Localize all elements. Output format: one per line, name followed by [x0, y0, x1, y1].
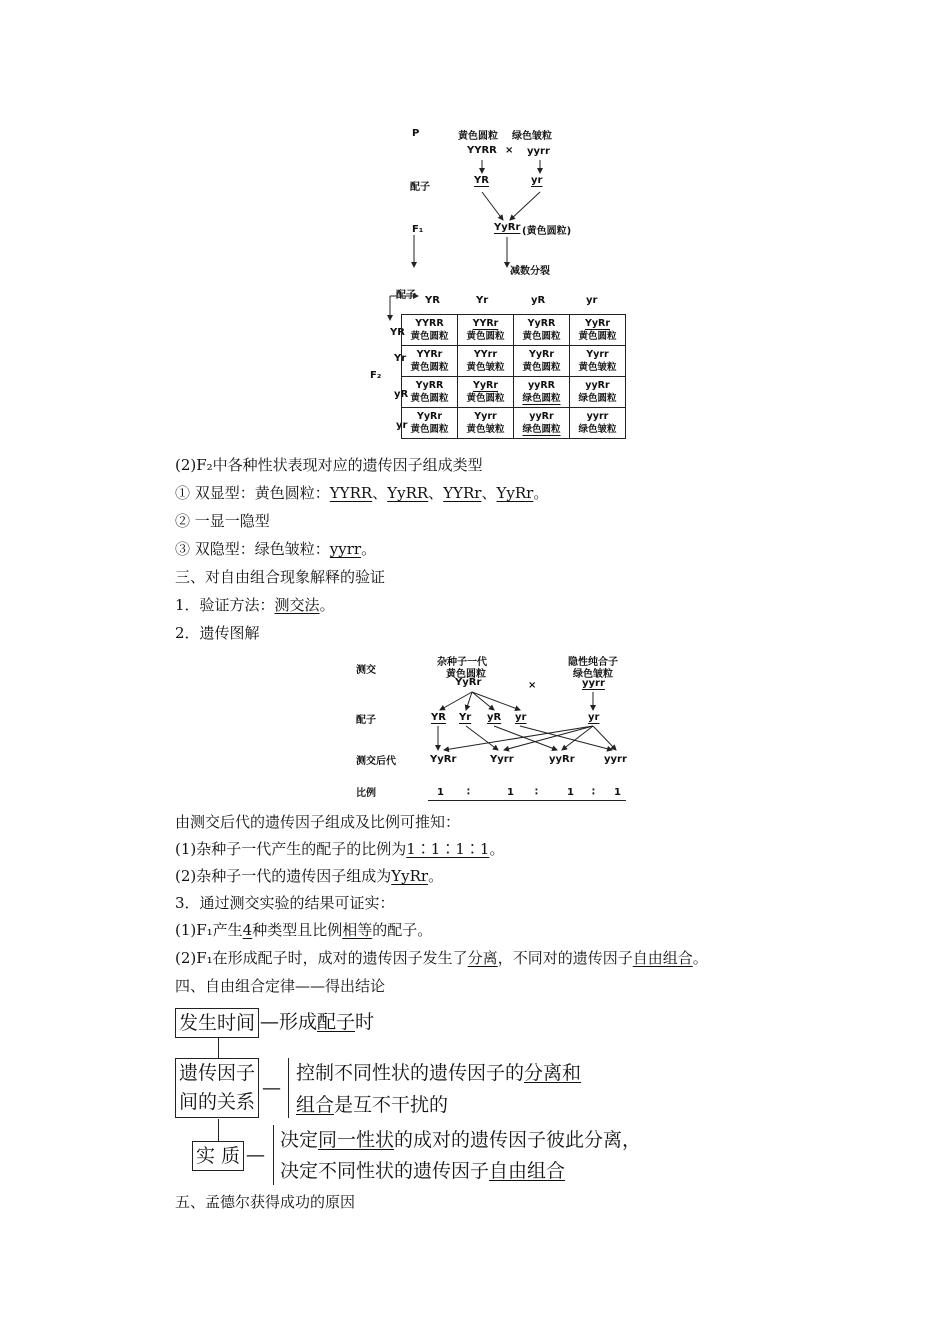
- punnett-cell: [570, 315, 626, 346]
- offspring-1: YyRr: [430, 754, 457, 765]
- offspring-4: yyrr: [604, 754, 627, 765]
- punnett-cell: [570, 377, 626, 408]
- col-gamete-1: YR: [425, 295, 440, 306]
- text: (2)F₁在形成配子时，成对的遗传因子发生了: [175, 949, 468, 967]
- phenotype: 黄色圆粒: [410, 424, 449, 435]
- text: ，不同对的遗传因子: [497, 949, 633, 967]
- label: ③ 双隐型：绿色皱粒：: [175, 540, 330, 558]
- double-recessive-line: [175, 539, 376, 559]
- answer: yyrr: [329, 540, 362, 558]
- answer: YyRr: [496, 484, 534, 502]
- offspring-3: yyRr: [549, 754, 575, 765]
- gamete-ratio-line: [175, 839, 504, 859]
- f1-segregation-line: [175, 948, 708, 968]
- genotype: YyRr: [528, 349, 555, 360]
- phenotype: 黄色圆粒: [466, 393, 505, 404]
- offspring-2: Yyrr: [490, 754, 514, 765]
- recessive-line-1: 隐性纯合子: [568, 657, 618, 668]
- phenotype: 黄色皱粒: [466, 424, 505, 435]
- ratio-sep: ∶: [535, 787, 538, 798]
- phenotype: 黄色圆粒: [522, 331, 561, 342]
- hybrid-line-1: 杂种子一代: [437, 657, 487, 668]
- phenotype: 绿色皱粒: [578, 424, 617, 435]
- recessive-genotype: yyrr: [582, 678, 605, 689]
- label: 1．验证方法：: [175, 596, 275, 614]
- essence-line-1: [280, 1125, 641, 1155]
- section-5-heading: 五、孟德尔获得成功的原因: [175, 1193, 356, 1211]
- genotype: YyRR: [415, 380, 444, 391]
- bracket: [288, 1058, 289, 1118]
- punnett-cell: [458, 377, 514, 408]
- genotype: YYRr: [416, 349, 443, 360]
- gamete-3: yR: [487, 712, 502, 723]
- cross-arrows: [395, 155, 585, 305]
- genotype: YyRr: [584, 318, 611, 329]
- f1-phenotype: (黄色圆粒): [522, 226, 572, 237]
- meiosis-label: 减数分裂: [510, 266, 550, 277]
- sep: 、: [481, 484, 497, 502]
- p-label: P: [412, 128, 420, 139]
- f2-label: F₂: [370, 370, 382, 381]
- table-row: [402, 377, 626, 408]
- relationship-line-2: [296, 1090, 448, 1120]
- section-3-heading: 三、对自由组合现象解释的验证: [175, 568, 386, 586]
- gamete-4: yr: [515, 712, 527, 723]
- row-gamete-3: yR: [394, 389, 409, 400]
- punnett-cell: [458, 315, 514, 346]
- genotype: Yyrr: [474, 411, 497, 422]
- gamete-1: YR: [431, 712, 446, 723]
- offspring-label: 测交后代: [356, 756, 396, 767]
- ratio-sep: ∶: [467, 787, 470, 798]
- recessive-gamete: yr: [588, 712, 600, 723]
- gamete-label: 配子: [410, 182, 430, 193]
- hybrid-genotype-line: [175, 866, 443, 886]
- test-cross-label: 测交: [356, 665, 376, 676]
- sep: 、: [372, 484, 388, 502]
- answer: 分离: [467, 949, 498, 967]
- text: 控制不同性状的遗传因子的: [296, 1062, 525, 1084]
- cross-symbol: ×: [528, 680, 537, 691]
- box-essence: 实 质: [192, 1141, 244, 1171]
- ratio-value: 1: [437, 787, 444, 798]
- double-dominant-line: [175, 483, 548, 503]
- dash: —: [262, 1077, 281, 1099]
- punnett-cell: [514, 408, 570, 439]
- punnett-cell: [514, 315, 570, 346]
- text: 的成对的遗传因子彼此分离，: [394, 1129, 642, 1151]
- ratio-value: 1: [567, 787, 574, 798]
- box-relationship: [175, 1058, 259, 1118]
- answer: 测交法: [274, 596, 320, 614]
- text: 决定: [280, 1129, 319, 1151]
- genotype: YYRR: [415, 318, 444, 329]
- punnett-cell: [402, 377, 458, 408]
- confirmation-heading: 3．通过测交实验的结果可证实：: [175, 894, 395, 912]
- genotype: YYRr: [472, 318, 499, 329]
- connector: [218, 1119, 219, 1141]
- text: 种类型且比例: [252, 921, 343, 939]
- text: 时: [355, 1011, 375, 1033]
- f2-genotype-heading: (2)F₂中各种性状表现对应的遗传因子组成类型: [175, 456, 483, 474]
- table-gamete-label: 配子: [396, 290, 416, 301]
- box-timing: 发生时间: [175, 1008, 259, 1038]
- bracket: [273, 1125, 274, 1185]
- answer: 自由组合: [489, 1160, 566, 1182]
- f1-gamete-types-line: [175, 920, 432, 940]
- sep: 、: [428, 484, 444, 502]
- genotype: yyrr: [586, 411, 609, 422]
- answer: YyRr: [391, 867, 429, 885]
- phenotype: 黄色皱粒: [466, 362, 505, 373]
- answer: 组合: [296, 1094, 335, 1116]
- ratio-value: 1: [507, 787, 514, 798]
- answer: 同一性状: [318, 1129, 395, 1151]
- phenotype: 绿色圆粒: [578, 393, 617, 404]
- answer: 相等: [342, 921, 373, 939]
- section-4-heading: 四、自由组合定律——得出结论: [175, 977, 386, 995]
- hybrid-line-2: 黄色圆粒: [446, 669, 486, 680]
- table-row: [402, 315, 626, 346]
- cross-symbol: ×: [505, 145, 514, 156]
- genotype: yyRR: [527, 380, 555, 391]
- col-gamete-3: yR: [531, 295, 546, 306]
- phenotype: 绿色圆粒: [522, 424, 561, 435]
- phenotype: 黄色圆粒: [522, 362, 561, 373]
- f2-punnett-table: [401, 314, 626, 439]
- text: 决定不同性状的遗传因子: [280, 1160, 490, 1182]
- phenotype: 黄色皱粒: [578, 362, 617, 373]
- connector: [218, 1038, 219, 1058]
- phenotype: 绿色圆粒: [522, 393, 561, 404]
- genotype: Yyrr: [586, 349, 609, 360]
- relationship-line-1: [296, 1058, 581, 1088]
- text: 的配子。: [372, 921, 433, 939]
- genotype: yyRr: [585, 380, 610, 391]
- test-cross-arrows: [420, 684, 640, 764]
- gamete-label: 配子: [356, 715, 376, 726]
- period: 。: [319, 596, 335, 614]
- period: 。: [692, 949, 708, 967]
- period: 。: [533, 484, 549, 502]
- punnett-cell: [402, 346, 458, 377]
- punnett-cell: [514, 346, 570, 377]
- f1-label: F₁: [412, 224, 424, 235]
- label: (2)杂种子一代的遗传因子组成为: [175, 867, 392, 885]
- answer: 1∶1∶1∶1: [406, 840, 490, 858]
- genotype: YyRR: [527, 318, 556, 329]
- verification-method: [175, 595, 335, 615]
- f1-genotype: YyRr: [494, 222, 521, 233]
- text: 是互不干扰的: [334, 1094, 449, 1116]
- genotype: YyRr: [416, 411, 443, 422]
- p2-genotype: yyrr: [527, 146, 550, 157]
- period: 。: [428, 867, 444, 885]
- line: 间的关系: [179, 1091, 256, 1113]
- row-gamete-2: Yr: [394, 353, 407, 364]
- genetic-diagram-heading: 2．遗传图解: [175, 624, 260, 642]
- punnett-cell: [570, 408, 626, 439]
- period: 。: [361, 540, 377, 558]
- single-dominant-line: ② 一显一隐型: [175, 512, 270, 530]
- answer: YYRR: [329, 484, 373, 502]
- phenotype: 黄色圆粒: [410, 393, 449, 404]
- genotype: YyRr: [472, 380, 499, 391]
- p2-phenotype: 绿色皱粒: [512, 131, 552, 142]
- punnett-cell: [402, 315, 458, 346]
- p1-phenotype: 黄色圆粒: [458, 131, 498, 142]
- genotype: yyRr: [529, 411, 554, 422]
- dash: —: [246, 1144, 265, 1166]
- ratio-sep: ∶: [592, 787, 595, 798]
- phenotype: 黄色圆粒: [466, 331, 505, 342]
- punnett-cell: [458, 408, 514, 439]
- answer: 配子: [317, 1011, 356, 1033]
- punnett-cell: [458, 346, 514, 377]
- answer: 4: [242, 921, 253, 939]
- timing-text: [260, 1007, 374, 1037]
- label: ① 双显型：黄色圆粒：: [175, 484, 330, 502]
- gamete-yr-dominant: YR: [474, 175, 489, 186]
- ratio-value: 1: [614, 787, 621, 798]
- punnett-cell: [570, 346, 626, 377]
- essence-line-2: [280, 1156, 565, 1186]
- row-gamete-1: YR: [390, 327, 405, 338]
- gamete-2: Yr: [459, 712, 472, 723]
- p1-genotype: YYRR: [467, 145, 497, 156]
- ratio-label: 比例: [356, 788, 376, 799]
- col-gamete-2: Yr: [476, 295, 489, 306]
- ratio-underline: [428, 800, 626, 801]
- period: 。: [489, 840, 505, 858]
- col-gamete-4: yr: [586, 295, 598, 306]
- answer: YYRr: [443, 484, 482, 502]
- hybrid-genotype: YyRr: [455, 677, 482, 688]
- genotype: YYrr: [473, 349, 498, 360]
- phenotype: 黄色圆粒: [578, 331, 617, 342]
- line: 遗传因子: [179, 1062, 256, 1084]
- inference-intro: 由测交后代的遗传因子组成及比例可推知：: [175, 813, 461, 831]
- answer: YyRR: [387, 484, 429, 502]
- punnett-cell: [514, 377, 570, 408]
- table-row: [402, 408, 626, 439]
- gamete-yr-recessive: yr: [531, 175, 543, 186]
- answer: 分离和: [524, 1062, 582, 1084]
- text: —形成: [260, 1011, 318, 1033]
- row-gamete-4: yr: [396, 420, 408, 431]
- text: (1)F₁产生: [175, 921, 243, 939]
- label: (1)杂种子一代产生的配子的比例为: [175, 840, 407, 858]
- phenotype: 黄色圆粒: [410, 362, 449, 373]
- phenotype: 黄色圆粒: [410, 331, 449, 342]
- table-row: [402, 346, 626, 377]
- answer: 自由组合: [632, 949, 693, 967]
- recessive-line-2: 绿色皱粒: [573, 669, 613, 680]
- punnett-cell: [402, 408, 458, 439]
